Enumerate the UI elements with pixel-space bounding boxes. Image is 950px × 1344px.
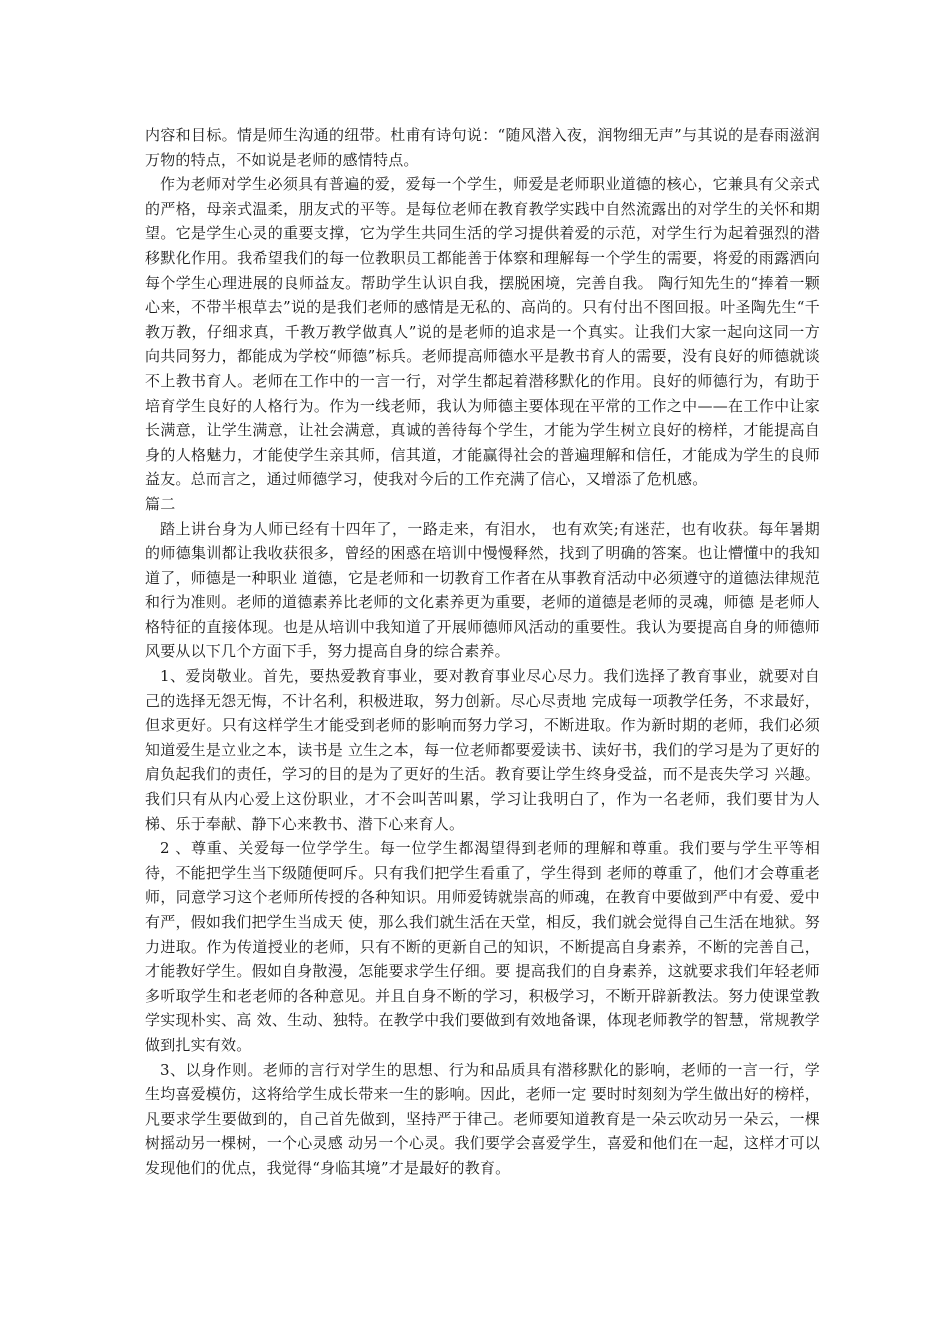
paragraph-teacher-love: 作为老师对学生必须具有普遍的爱，爱每一个学生，师爱是老师职业道德的核心，它兼具有父亲式的严格，母亲式温柔，朋友式的平等。是每位老师在教育教学实践中自然流露出的对学生的关怀和期望。它是学生心灵的重要支撑，它为学生共同生活的学习提供着爱的示范，对学生行为起着强烈的潜移默化作用。我希望我们的每一位教职员工都能善于体察和理解每一个学生的需要，将爱的雨露洒向每个学生心理进展的良师益友。帮助学生认识自我，摆脱困境，完善自我。 陶行知先生的“捧着一颗心来，不带半根草去”说的是我们老师的感情是无私的、高尚的。只有付出不图回报。叶圣陶先生“千教万教，仔细求真，千教万教学做真人”说的是老师的追求是一个真实。让我们大家一起向这同一方向共同努力，都能成为学校“师德”标兵。老师提高师德水平是教书育人的需要，没有良好的师德就谈不上教书育人。老师在工作中的一言一行，对学生都起着潜移默化的作用。良好的师德行为，有助于培育学生良好的人格行为。作为一线老师，我认为师德主要体现在平常的工作之中——在工作中让家长满意，让学生满意，让社会满意，真诚的善待每个学生，才能为学生树立良好的榜样，才能提高自身的人格魅力，才能使学生亲其师，信其道，才能赢得社会的普遍理解和信任，才能成为学生的良师益友。总而言之，通过师德学习，使我对今后的工作充满了信心，又增添了危机感。 <box>145 175 820 489</box>
paragraph-section-intro: 踏上讲台身为人师已经有十四年了，一路走来，有泪水， 也有欢笑;有迷茫，也有收获。每年暑期的师德集训都让我收获很多，曾经的困惑在培训中慢慢释然，找到了明确的答案。也让懵懂中的我知道了，师德是一种职业 道德，它是老师和一切教育工作者在从事教育活动中必须遵守的道德法律规范和行为准则。老师的道德素养比老师的文化素养更为重要，老师的道德是老师的灵魂，师德 是老师人格特征的直接体现。也是从培训中我知道了开展师德师风活动的重要性。我认为要提高自身的师德师风要从以下几个方面下手，努力提高自身的综合素养。 <box>145 519 820 661</box>
paragraph-point-1: 1、爱岗敬业。首先，要热爱教育事业，要对教育事业尽心尽力。我们选择了教育事业，就要对自己的选择无怨无悔，不计名利，积极进取，努力创新。尽心尽责地 完成每一项教学任务，不求最好，但求更好。只有这样学生才能受到老师的影响而努力学习，不断进取。作为新时期的老师，我们必须知道爱生是立业之本，读书是 立生之本，每一位老师都要爱读书、读好书，我们的学习是为了更好的肩负起我们的责任，学习的目的是为了更好的生活。教育要让学生终身受益，而不是丧失学习 兴趣。我们只有从内心爱上这份职业，才不会叫苦叫累，学习让我明白了，作为一名老师，我们要甘为人梯、乐于奉献、静下心来教书、潜下心来育人。 <box>145 667 820 833</box>
paragraph-point-2: 2 、尊重、关爱每一位学学生。每一位学生都渴望得到老师的理解和尊重。我们要与学生平等相待，不能把学生当下级随便呵斥。只有我们把学生看重了，学生得到 老师的尊重了，他们才会尊重老师，同意学习这个老师所传授的各种知识。用师爱铸就崇高的师魂，在教育中要做到严中有爱、爱中有严，假如我们把学生当成天 使，那么我们就生活在天堂，相反，我们就会觉得自己生活在地狱。努力进取。作为传道授业的老师，只有不断的更新自己的知识，不断提高自身素养，不断的完善自己，才能教好学生。假如自身散漫，怎能要求学生仔细。要 提高我们的自身素养，这就要求我们年轻老师多听取学生和老老师的各种意见。并且自身不断的学习，积极学习，不断开辟新教法。努力使课堂教学实现朴实、高 效、生动、独特。在教学中我们要做到有效地备课，体现老师教学的智慧，常规教学做到扎实有效。 <box>145 839 820 1054</box>
section-heading: 篇二 <box>145 494 176 513</box>
paragraph-intro: 内容和目标。情是师生沟通的纽带。杜甫有诗句说：“随风潜入夜，润物细无声”与其说的是春雨滋润万物的特点，不如说是老师的感情特点。 <box>145 126 820 169</box>
paragraph-point-3: 3、以身作则。老师的言行对学生的思想、行为和品质具有潜移默化的影响，老师的一言一行，学生均喜爱模仿，这将给学生成长带来一生的影响。因此，老师一定 要时时刻刻为学生做出好的榜样，凡要求学生要做到的，自己首先做到，坚持严于律己。老师要知道教育是一朵云吹动另一朵云，一棵树摇动另一棵树，一个心灵感 动另一个心灵。我们要学会喜爱学生，喜爱和他们在一起，这样才可以发现他们的优点，我觉得“身临其境”才是最好的教育。 <box>145 1060 820 1177</box>
document-body <box>145 123 820 1181</box>
